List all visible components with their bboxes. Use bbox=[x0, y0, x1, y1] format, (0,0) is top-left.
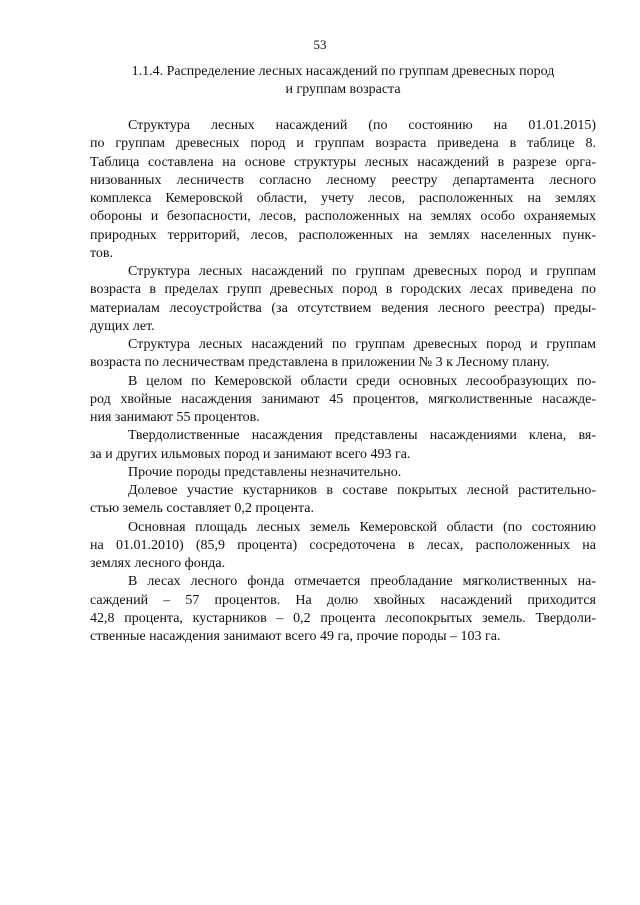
paragraph-line: природных территорий, лесов, расположенных на землях населенных пунк- bbox=[90, 227, 596, 243]
paragraph-line: Структура лесных насаждений (по состоянию на 01.01.2015) bbox=[128, 118, 596, 133]
heading-line: 1.1.4. Распределение лесных насаждений по группам древесных пород bbox=[131, 64, 555, 79]
paragraph-line: стью земель составляет 0,2 процента. bbox=[90, 501, 315, 517]
paragraph-line: В лесах лесного фонда отмечается преобладание мягколиственных на- bbox=[128, 574, 596, 590]
paragraph-line: низованных лесничеств согласно лесному реестру департамента лесного bbox=[90, 172, 596, 188]
paragraph bbox=[90, 373, 596, 428]
paragraph bbox=[90, 263, 596, 336]
paragraph bbox=[90, 464, 596, 482]
paragraph-line: дущих лет. bbox=[90, 318, 155, 334]
section-heading bbox=[90, 63, 596, 99]
paragraph bbox=[90, 482, 596, 519]
paragraph-line: Долевое участие кустарников в составе покрытых лесной растительно- bbox=[128, 483, 596, 498]
paragraph-line: Твердолиственные насаждения представлены насаждениями клена, вя- bbox=[128, 428, 596, 444]
paragraph bbox=[90, 336, 596, 373]
heading-line: и группам возраста bbox=[285, 82, 401, 97]
paragraph-line: Основная площадь лесных земель Кемеровской области (по состоянию bbox=[128, 519, 596, 535]
paragraph-line: Структура лесных насаждений по группам древесных пород и группам bbox=[128, 337, 596, 352]
paragraph-line: возраста в пределах групп древесных пород в городских лесах приведена по bbox=[90, 282, 596, 298]
paragraph-line: Таблица составлена на основе структуры лесных насаждений в разрезе орга- bbox=[90, 154, 596, 170]
paragraph-line: род хвойные насаждения занимают 45 процентов, мягколиственные насажде- bbox=[90, 391, 596, 407]
paragraph-line: 42,8 процента, кустарников – 0,2 процента лесопокрытых земель. Твердоли- bbox=[90, 610, 596, 626]
document-body bbox=[90, 117, 596, 646]
paragraph-line: комплекса Кемеровской области, учету лесов, расположенных на землях bbox=[90, 191, 596, 206]
paragraph-line: материалам лесоустройства (за отсутствием ведения лесного реестра) преды- bbox=[90, 300, 596, 316]
paragraph bbox=[90, 427, 596, 464]
paragraph-line: ственные насаждения занимают всего 49 га, прочие породы – 103 га. bbox=[90, 629, 501, 644]
paragraph-line: на 01.01.2010) (85,9 процента) сосредоточена в лесах, расположенных на bbox=[90, 537, 596, 553]
paragraph bbox=[90, 117, 596, 263]
paragraph bbox=[90, 573, 596, 646]
paragraph-line: саждений – 57 процентов. На долю хвойных насаждений приходится bbox=[90, 592, 596, 608]
paragraph-line: по группам древесных пород и группам возраста приведена в таблице 8. bbox=[90, 136, 596, 152]
paragraph-line: за и других ильмовых пород и занимают всего 493 га. bbox=[90, 446, 411, 462]
paragraph-line: возраста по лесничествам представлена в приложении № 3 к Лесному плану. bbox=[90, 355, 550, 371]
page-number: 53 bbox=[313, 37, 327, 52]
paragraph-line: ния занимают 55 процентов. bbox=[90, 410, 260, 425]
paragraph-line: тов. bbox=[90, 245, 114, 261]
paragraph-line: Структура лесных насаждений по группам древесных пород и группам bbox=[128, 264, 596, 279]
paragraph-line: Прочие породы представлены незначительно. bbox=[128, 464, 402, 480]
paragraph-line: землях лесного фонда. bbox=[90, 556, 226, 571]
paragraph-line: В целом по Кемеровской области среди основных лесообразующих по- bbox=[128, 373, 596, 389]
paragraph bbox=[90, 519, 596, 574]
paragraph-line: обороны и безопасности, лесов, расположенных на землях особо охраняемых bbox=[90, 209, 596, 225]
